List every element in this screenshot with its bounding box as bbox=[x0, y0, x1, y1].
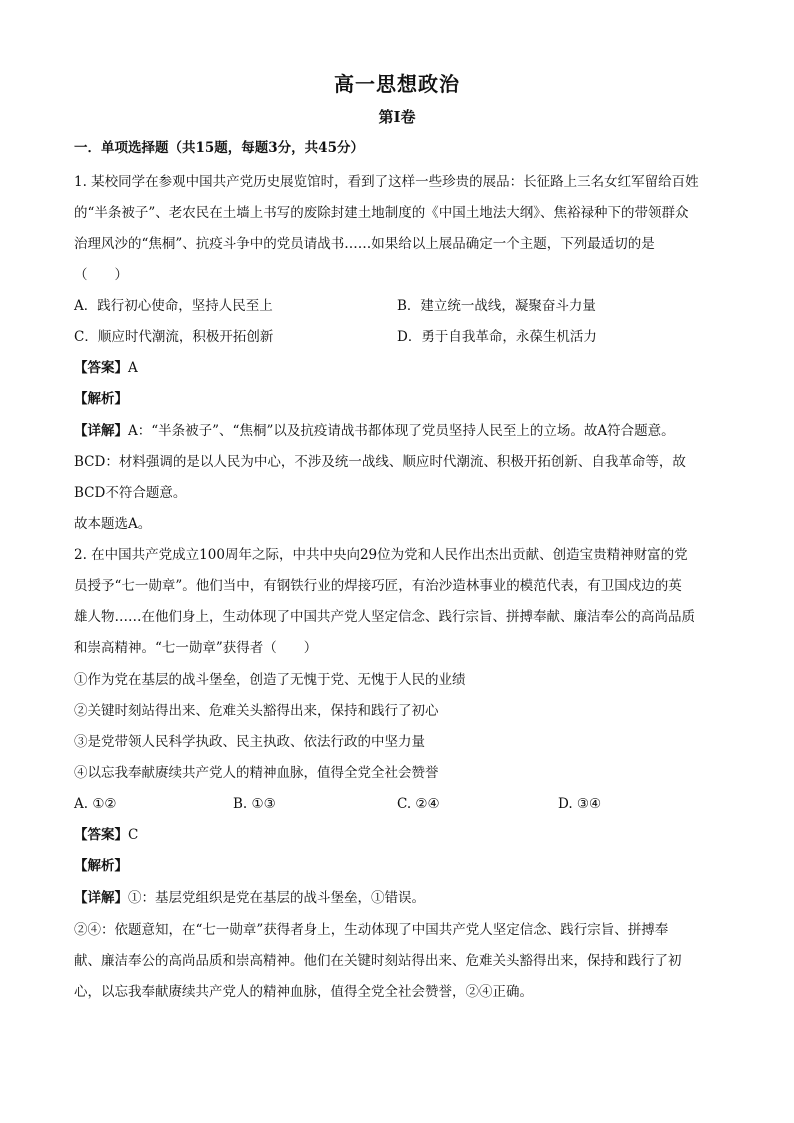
q1-detail-text-1: A：“半条被子”、“焦桐”以及抗疫请战书都体现了党员坚持人民至上的立场。故A符合题意。 bbox=[128, 423, 675, 439]
q1-option-b: B．建立统一战线，凝聚奋斗力量 bbox=[397, 298, 596, 314]
q1-option-a: A．践行初心使命，坚持人民至上 bbox=[74, 298, 273, 314]
q2-stem-line-2: 员授予“七一勋章”。他们当中，有钢铁行业的焊接巧匠，有治沙造林事业的模范代表，有卫国戍边的英 bbox=[74, 578, 682, 594]
q1-detail-line-2: BCD：材料强调的是以人民为中心，不涉及统一战线、顺应时代潮流、积极开拓创新、自我革命等，故 bbox=[74, 454, 686, 470]
q2-statement-4: ④以忘我奉献赓续共产党人的精神血脉，值得全党全社会赞誉 bbox=[74, 765, 439, 781]
section-heading: 一．单项选择题（共15题，每题3分，共45分） bbox=[74, 140, 364, 156]
q2-detail-line-2: ②④：依题意知，在“七一勋章”获得者身上，生动体现了中国共产党人坚定信念、践行宗旨、拼搏奉 bbox=[74, 922, 669, 938]
volume-title: 第Ⅰ卷 bbox=[378, 108, 416, 126]
q2-detail-line-1 bbox=[74, 888, 425, 908]
q1-answer-value: A bbox=[128, 360, 138, 376]
q1-option-c: C．顺应时代潮流，积极开拓创新 bbox=[74, 329, 274, 345]
q2-stem-line-3: 雄人物……在他们身上，生动体现了中国共产党人坚定信念、践行宗旨、拼搏奉献、廉洁奉公的高尚品质 bbox=[74, 609, 695, 625]
q1-analysis-label: 【解析】 bbox=[74, 391, 128, 407]
q2-detail-text-1: ①：基层党组织是党在基层的战斗堡垒，①错误。 bbox=[128, 890, 425, 906]
q2-answer-label: 【答案】 bbox=[74, 827, 128, 843]
q2-statement-2: ②关键时刻站得出来、危难关头豁得出来，保持和践行了初心 bbox=[74, 703, 439, 719]
q2-detail-label: 【详解】 bbox=[74, 890, 128, 906]
q2-detail-line-4: 心，以忘我奉献赓续共产党人的精神血脉，值得全党全社会赞誉，②④正确。 bbox=[74, 984, 533, 1000]
q2-stem-line-4: 和崇高精神。“七一勋章”获得者（ ） bbox=[74, 640, 318, 656]
q2-answer bbox=[74, 825, 138, 845]
q2-answer-value: C bbox=[128, 827, 139, 843]
q1-stem-line-1: 1. 某校同学在参观中国共产党历史展览馆时，看到了这样一些珍贵的展品：长征路上三名女红军留给百姓 bbox=[74, 174, 699, 190]
q1-stem-line-3: 治理风沙的“焦桐”、抗疫斗争中的党员请战书……如果给以上展品确定一个主题，下列最适切的是 bbox=[74, 236, 655, 252]
q1-answer bbox=[74, 358, 138, 378]
q2-statement-1: ①作为党在基层的战斗堡垒，创造了无愧于党、无愧于人民的业绩 bbox=[74, 672, 466, 688]
q1-detail-line-1 bbox=[74, 421, 675, 441]
q2-option-d: D. ③④ bbox=[558, 796, 602, 812]
q2-option-b: B. ①③ bbox=[233, 796, 276, 812]
q1-answer-label: 【答案】 bbox=[74, 360, 128, 376]
q2-option-a: A. ①② bbox=[74, 796, 117, 812]
q2-statement-3: ③是党带领人民科学执政、民主执政、依法行政的中坚力量 bbox=[74, 734, 425, 750]
page-title: 高一思想政治 bbox=[334, 72, 460, 96]
q1-stem-line-2: 的“半条被子”、老农民在土墙上书写的废除封建土地制度的《中国土地法大纲》、焦裕禄种下的带领群众 bbox=[74, 205, 689, 221]
q1-detail-line-3: BCD不符合题意。 bbox=[74, 485, 187, 501]
q2-detail-line-3: 献、廉洁奉公的高尚品质和崇高精神。他们在关键时刻站得出来、危难关头豁得出来，保持和践行了初 bbox=[74, 953, 682, 969]
q1-option-d: D．勇于自我革命，永葆生机活力 bbox=[397, 329, 597, 345]
q2-analysis-label: 【解析】 bbox=[74, 858, 128, 874]
q2-option-c: C. ②④ bbox=[397, 796, 440, 812]
q1-detail-line-4: 故本题选A。 bbox=[74, 516, 152, 532]
q1-stem-line-4: （ ） bbox=[74, 267, 128, 283]
q2-stem-line-1: 2. 在中国共产党成立100周年之际，中共中央向29位为党和人民作出杰出贡献、创造宝贵精神财富的党 bbox=[74, 547, 688, 563]
q1-detail-label: 【详解】 bbox=[74, 423, 128, 439]
